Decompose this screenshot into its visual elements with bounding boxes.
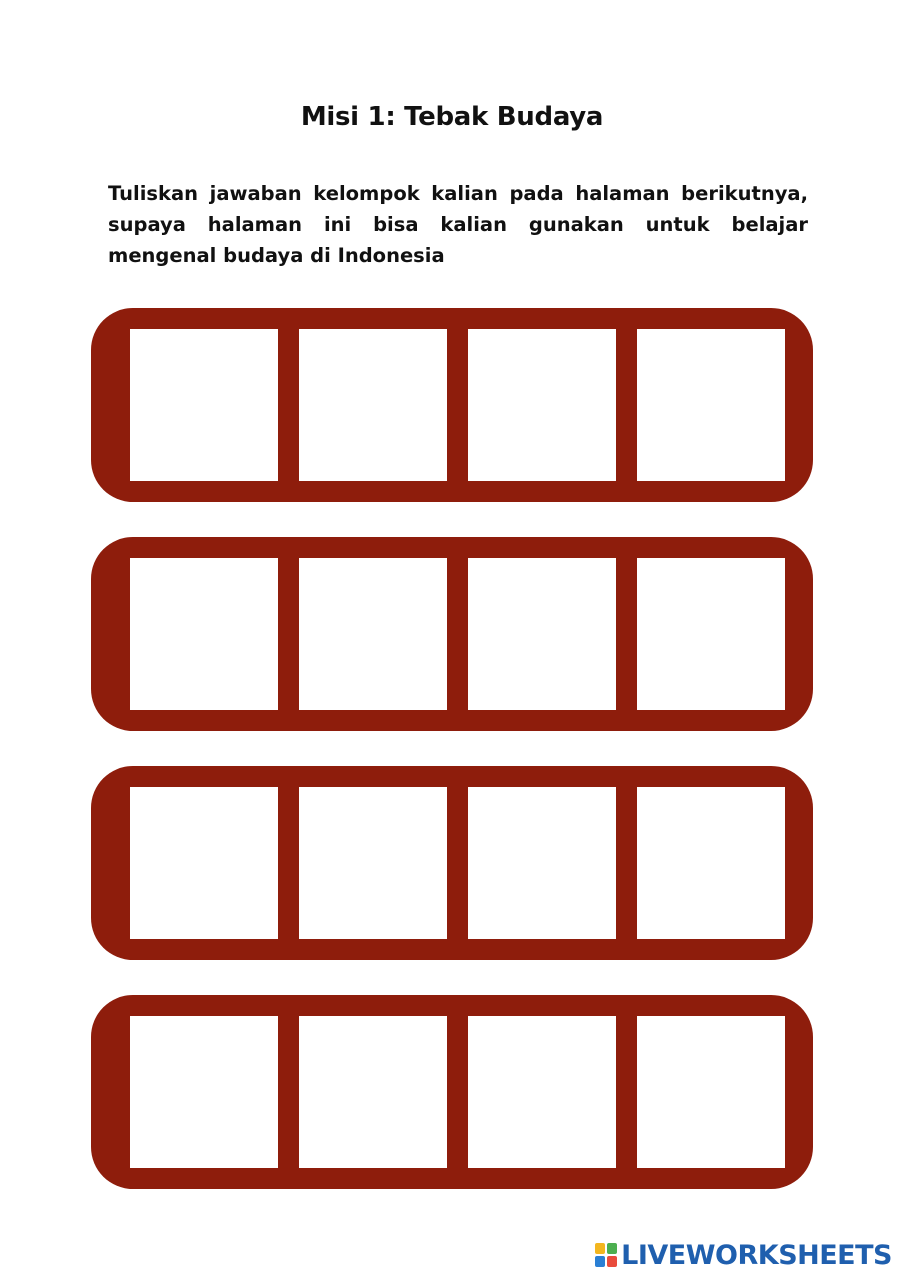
answer-row-3: [91, 766, 813, 960]
answer-box[interactable]: [130, 558, 278, 710]
logo-square: [595, 1243, 605, 1254]
answer-box[interactable]: [130, 787, 278, 939]
answer-row-1: [91, 308, 813, 502]
liveworksheets-logo-icon: [595, 1243, 617, 1267]
page-title: Misi 1: Tebak Budaya: [300, 102, 604, 132]
logo-square: [595, 1256, 605, 1267]
answer-box[interactable]: [468, 558, 616, 710]
answer-row-2: [91, 537, 813, 731]
answer-box[interactable]: [468, 787, 616, 939]
answer-box[interactable]: [637, 787, 785, 939]
answer-box[interactable]: [637, 329, 785, 481]
answer-box[interactable]: [299, 558, 447, 710]
answer-box[interactable]: [468, 1016, 616, 1168]
logo-text: LIVEWORKSHEETS: [621, 1239, 892, 1271]
answer-box[interactable]: [468, 329, 616, 481]
answer-box[interactable]: [130, 1016, 278, 1168]
logo-square: [607, 1243, 617, 1254]
liveworksheets-logo: [595, 1240, 892, 1270]
answer-box[interactable]: [637, 1016, 785, 1168]
answer-row-4: [91, 995, 813, 1189]
answer-box[interactable]: [130, 329, 278, 481]
instructions-text: Tuliskan jawaban kelompok kalian pada halaman berikutnya, supaya halaman ini bisa kalian gunakan untuk belajar mengenal budaya di Indonesia: [108, 182, 808, 267]
answer-box[interactable]: [299, 787, 447, 939]
answer-box[interactable]: [637, 558, 785, 710]
logo-square: [607, 1256, 617, 1267]
answer-box[interactable]: [299, 329, 447, 481]
answer-box[interactable]: [299, 1016, 447, 1168]
